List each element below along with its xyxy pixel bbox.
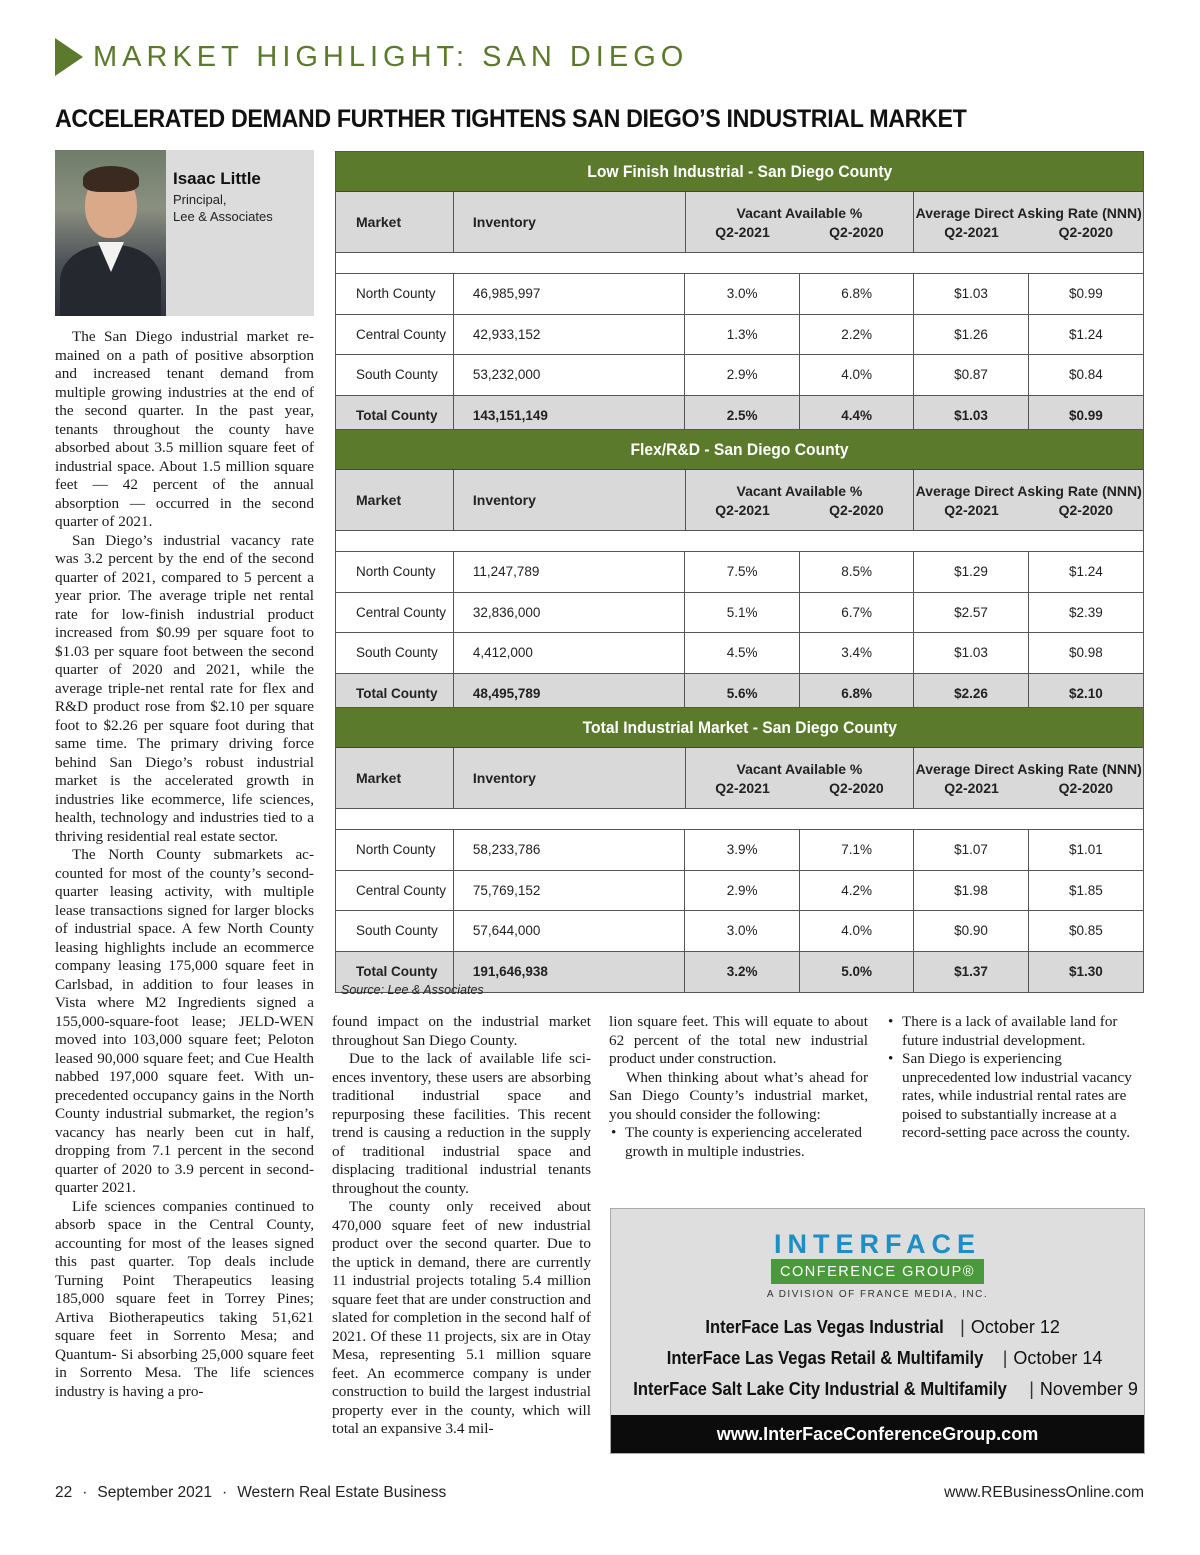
cell-vacancy-2020: 5.0% xyxy=(800,952,914,993)
cell-market: Central County xyxy=(336,871,454,911)
cell-rate-2021: $1.98 xyxy=(914,871,1028,911)
table-row xyxy=(336,911,1143,952)
ad-event: InterFace Salt Lake City Industrial & Multifamily | November 9 xyxy=(633,1379,1138,1399)
cell-vacancy-2020: 7.1% xyxy=(800,830,914,870)
cell-rate-2021: $1.03 xyxy=(914,633,1028,673)
cell-vacancy-2020: 4.2% xyxy=(800,871,914,911)
article-headline: ACCELERATED DEMAND FURTHER TIGHTENS SAN DIEGO’S INDUSTRIAL MARKET xyxy=(55,105,967,133)
table-total-industrial xyxy=(335,707,1144,993)
table-row xyxy=(336,871,1143,912)
header-market: Market xyxy=(336,748,454,808)
ad-event: InterFace Las Vegas Industrial | October 12 xyxy=(705,1317,1060,1337)
table-row xyxy=(336,274,1143,315)
cell-rate-2020: $0.99 xyxy=(1068,408,1103,424)
cell-vacancy-2021: 3.0% xyxy=(685,911,799,951)
author-title xyxy=(173,191,273,225)
cell-inventory: 11,247,789 xyxy=(454,552,686,592)
bullet-list xyxy=(609,1124,868,1161)
cell-vacancy-2020: 6.7% xyxy=(800,593,914,633)
cell-vacancy-2020: 6.8% xyxy=(800,674,914,715)
header-vacancy: Vacant Available % Q2-2021 Q2-2020 xyxy=(686,192,915,252)
cell-inventory: 53,232,000 xyxy=(454,355,686,395)
table-row xyxy=(336,552,1143,593)
table-low-finish-industrial xyxy=(335,151,1144,437)
paragraph: Due to the lack of available life sciences inventory, these users are absorbing traditional industrial space and repurposing these facilities. This recent trend is causing a reduction in the supply of traditional industrial space and displacing traditional industrial tenants throughout the county. xyxy=(332,1050,591,1197)
cell-rate-2021: $2.57 xyxy=(914,593,1028,633)
footer-left: 22 · September 2021 · Western Real Estate Business xyxy=(55,1484,447,1501)
author-box xyxy=(55,150,314,316)
cell-rate-2020: $0.98 xyxy=(1068,645,1103,661)
author-company: Lee & Associates xyxy=(173,209,273,224)
cell-inventory: 46,985,997 xyxy=(454,274,686,314)
footer-website-link[interactable]: www.REBusinessOnline.com xyxy=(944,1484,1144,1501)
table-row xyxy=(336,633,1143,674)
bullet-item: • The county is experiencing accelerated growth in multiple industries. xyxy=(609,1124,868,1161)
cell-inventory: 4,412,000 xyxy=(454,633,686,673)
cell-vacancy-2020: 4.0% xyxy=(800,355,914,395)
table-header xyxy=(336,748,1143,809)
cell-inventory: 42,933,152 xyxy=(454,315,686,355)
cell-inventory: 191,646,938 xyxy=(454,952,686,993)
article-column-2 xyxy=(332,1013,591,1439)
cell-market: Central County xyxy=(336,315,454,355)
author-name: Isaac Little xyxy=(173,169,261,188)
cell-rate-2021: $1.26 xyxy=(914,315,1028,355)
publication-name: Western Real Estate Business xyxy=(237,1484,447,1501)
ad-event: InterFace Las Vegas Retail & Multifamily | October 14 xyxy=(666,1348,1103,1368)
table-spacer xyxy=(336,809,1143,830)
header-rate: Average Direct Asking Rate (NNN) Q2-2021 Q2-2020 xyxy=(915,204,1142,240)
cell-vacancy-2021: 3.0% xyxy=(685,274,799,314)
cell-vacancy-2021: 2.5% xyxy=(685,396,799,437)
cell-market: North County xyxy=(336,552,454,592)
author-position: Principal, xyxy=(173,192,227,207)
cell-rate-2020: $0.85 xyxy=(1068,923,1103,939)
table-row xyxy=(336,830,1143,871)
event-date: October 12 xyxy=(970,1317,1060,1337)
cell-rate-2021: $1.07 xyxy=(914,830,1028,870)
paragraph: When thinking about what’s ahead for San Diego County’s industrial market, you should consider the following: xyxy=(609,1068,868,1123)
cell-market: Central County xyxy=(336,593,454,633)
section-label: MARKET HIGHLIGHT: SAN DIEGO xyxy=(93,40,689,73)
cell-market: North County xyxy=(336,274,454,314)
author-photo xyxy=(55,150,166,316)
cell-market: Total County xyxy=(336,396,454,437)
cell-vacancy-2020: 6.8% xyxy=(800,274,914,314)
header-vacancy: Vacant Available % Q2-2021 Q2-2020 xyxy=(686,470,915,530)
table-source: Source: Lee & Associates xyxy=(341,983,484,997)
cell-inventory: 48,495,789 xyxy=(454,674,686,715)
article-column-1 xyxy=(55,328,314,1401)
cell-vacancy-2021: 3.2% xyxy=(685,952,799,993)
cell-rate-2020: $1.01 xyxy=(1068,842,1103,858)
cell-inventory: 57,644,000 xyxy=(454,911,686,951)
cell-inventory: 32,836,000 xyxy=(454,593,686,633)
bullet-item: • San Diego is experiencing unprecedented low industrial vacancy rates, while industrial rental rates are poised to substantially increase at a record-setting pace across the county. xyxy=(886,1050,1145,1143)
cell-vacancy-2020: 8.5% xyxy=(800,552,914,592)
cell-vacancy-2021: 2.9% xyxy=(685,871,799,911)
cell-inventory: 58,233,786 xyxy=(454,830,686,870)
ad-url-link[interactable]: www.InterFaceConferenceGroup.com xyxy=(611,1415,1144,1453)
cell-rate-2020: $1.24 xyxy=(1068,326,1103,342)
cell-market: Total County xyxy=(336,674,454,715)
cell-inventory: 75,769,152 xyxy=(454,871,686,911)
header-inventory: Inventory xyxy=(454,748,686,808)
paragraph: lion square feet. This will equate to about 62 percent of the total new industrial product under construction. xyxy=(609,1013,868,1067)
cell-rate-2020: $2.39 xyxy=(1068,604,1103,620)
table-row xyxy=(336,355,1143,396)
cell-rate-2021: $0.90 xyxy=(914,911,1028,951)
paragraph: The North County submarkets accounted for most of the county’s second-quarter leasing activity, with multiple lease transactions signed for larger blocks of industrial space. A few North County leasing highlights include an ecommerce company leasing 175,000 square feet in Carlsbad, in addition to four leases in Vista where M2 Ingredients signed a 155,000-square-foot lease; JELD-WEN moved into 103,000 square feet; Peloton leased 90,000 square feet; and Cue Health nabbed 197,000 square feet. With unprecedented occupancy gains in the North County industrial submarket, the region’s vacancy has nearly been cut in half, dropping from 7.1 percent in the second quarter of 2020 to 3.9 percent in second-quarter 2021. xyxy=(55,846,314,1196)
cell-vacancy-2021: 5.6% xyxy=(685,674,799,715)
event-name: InterFace Las Vegas Retail & Multifamily xyxy=(666,1348,983,1368)
cell-rate-2021: $1.03 xyxy=(914,396,1028,437)
cell-rate-2021: $1.29 xyxy=(914,552,1028,592)
event-name: InterFace Salt Lake City Industrial & Multifamily xyxy=(633,1379,1007,1399)
table-row xyxy=(336,593,1143,634)
conference-group-badge: CONFERENCE GROUP® xyxy=(771,1259,984,1284)
cell-vacancy-2020: 3.4% xyxy=(800,633,914,673)
ad-division: A DIVISION OF FRANCE MEDIA, INC. xyxy=(766,1289,989,1300)
event-name: InterFace Las Vegas Industrial xyxy=(705,1317,944,1337)
bullet-item: • There is a lack of available land for future industrial development. xyxy=(886,1013,1145,1050)
cell-vacancy-2020: 4.4% xyxy=(800,396,914,437)
cell-vacancy-2021: 4.5% xyxy=(685,633,799,673)
cell-market: South County xyxy=(336,633,454,673)
header-market: Market xyxy=(336,192,454,252)
cell-vacancy-2020: 2.2% xyxy=(800,315,914,355)
bullet-list xyxy=(886,1013,1145,1143)
paragraph: The San Diego industrial market remained on a path of positive absorption and increased tenant demand from multiple growing industries at the end of the second quarter. In the past year, tenants throughout the county have absorbed about 3.5 million square feet of industrial space. About 1.5 million square feet — 42 percent of the annual absorption — occurred in the second quarter of 2021. xyxy=(55,328,314,530)
header-rate: Average Direct Asking Rate (NNN) Q2-2021 Q2-2020 xyxy=(915,760,1142,796)
cell-vacancy-2021: 5.1% xyxy=(685,593,799,633)
cell-rate-2021: $2.26 xyxy=(914,674,1028,715)
cell-rate-2020: $1.30 xyxy=(1068,964,1103,980)
cell-rate-2021: $1.37 xyxy=(914,952,1028,993)
table-title: Total Industrial Market - San Diego County xyxy=(336,708,1143,748)
table-header xyxy=(336,192,1143,253)
cell-rate-2021: $0.87 xyxy=(914,355,1028,395)
table-title: Low Finish Industrial - San Diego County xyxy=(336,152,1143,192)
article-column-3 xyxy=(609,1013,868,1161)
cell-rate-2021: $1.03 xyxy=(914,274,1028,314)
table-title: Flex/R&D - San Diego County xyxy=(336,430,1143,470)
section-header xyxy=(55,37,688,77)
interface-logo: INTERFACE xyxy=(773,1229,981,1259)
cell-rate-2020: $0.99 xyxy=(1068,286,1103,302)
table-spacer xyxy=(336,253,1143,274)
paragraph: Life sciences companies continued to absorb space in the Central County, accounting for most of the leases signed this past quarter. Top deals include Turning Point Therapeutics leasing 185,000 square feet in Torrey Pines; Artiva Biotherapeutics taking 51,621 square feet in Sorrento Mesa; and Quantum- Si absorbing 25,000 square feet in Sorrento Mesa. The life sciences industry is having a pro- xyxy=(55,1197,314,1400)
page-number: 22 xyxy=(55,1484,73,1501)
cell-vacancy-2020: 4.0% xyxy=(800,911,914,951)
table-row xyxy=(336,315,1143,356)
event-date: October 14 xyxy=(1013,1348,1103,1368)
article-column-4 xyxy=(886,1013,1145,1143)
cell-vacancy-2021: 7.5% xyxy=(685,552,799,592)
cell-market: North County xyxy=(336,830,454,870)
header-rate: Average Direct Asking Rate (NNN) Q2-2021 Q2-2020 xyxy=(915,482,1142,518)
event-date: November 9 xyxy=(1039,1379,1138,1399)
header-vacancy: Vacant Available % Q2-2021 Q2-2020 xyxy=(686,748,915,808)
header-market: Market xyxy=(336,470,454,530)
cell-market: Total County xyxy=(336,952,454,993)
cell-inventory: 143,151,149 xyxy=(454,396,686,437)
paragraph: San Diego’s industrial vacancy rate was 3.2 percent by the end of the second quarter of 2021, compared to 5 percent a year prior. The average triple net rental rate for low-finish industrial product increased from $0.99 per square foot to $1.03 per square foot between the second quarter of 2020 and 2021, while the average triple-net rental rate for flex and R&D product rose from $2.10 per square foot to $2.26 per square foot during that same time. The primary driving force behind San Diego’s robust industrial market is the accelerated growth in industries like ecommerce, life sciences, health, technology and industries tied to a thriving residential real estate sector. xyxy=(55,531,314,845)
cell-rate-2020: $0.84 xyxy=(1068,367,1103,383)
issue-date: September 2021 xyxy=(97,1484,213,1501)
cell-vacancy-2021: 1.3% xyxy=(685,315,799,355)
table-header xyxy=(336,470,1143,531)
cell-market: South County xyxy=(336,911,454,951)
interface-ad[interactable] xyxy=(610,1208,1145,1454)
play-triangle-icon xyxy=(55,38,83,76)
cell-market: South County xyxy=(336,355,454,395)
paragraph: The county only received about 470,000 square feet of new industrial product over the second quarter. Due to the uptick in demand, there are currently 11 industrial projects totaling 5.4 million square feet that are under construction and slated for completion in the second half of 2021. Of these 11 projects, six are in Otay Mesa, representing 5.1 million square feet. An ecommerce company is under construction to build the largest industrial property ever in the county, which will total an expansive 3.4 mil- xyxy=(332,1198,591,1437)
table-flex-rd xyxy=(335,429,1144,715)
cell-vacancy-2021: 2.9% xyxy=(685,355,799,395)
cell-rate-2020: $1.24 xyxy=(1068,564,1103,580)
header-inventory: Inventory xyxy=(454,470,686,530)
header-inventory: Inventory xyxy=(454,192,686,252)
cell-vacancy-2021: 3.9% xyxy=(685,830,799,870)
table-spacer xyxy=(336,531,1143,552)
cell-rate-2020: $2.10 xyxy=(1068,686,1103,702)
paragraph: found impact on the industrial market throughout San Diego County. xyxy=(332,1013,591,1049)
cell-rate-2020: $1.85 xyxy=(1068,882,1103,898)
